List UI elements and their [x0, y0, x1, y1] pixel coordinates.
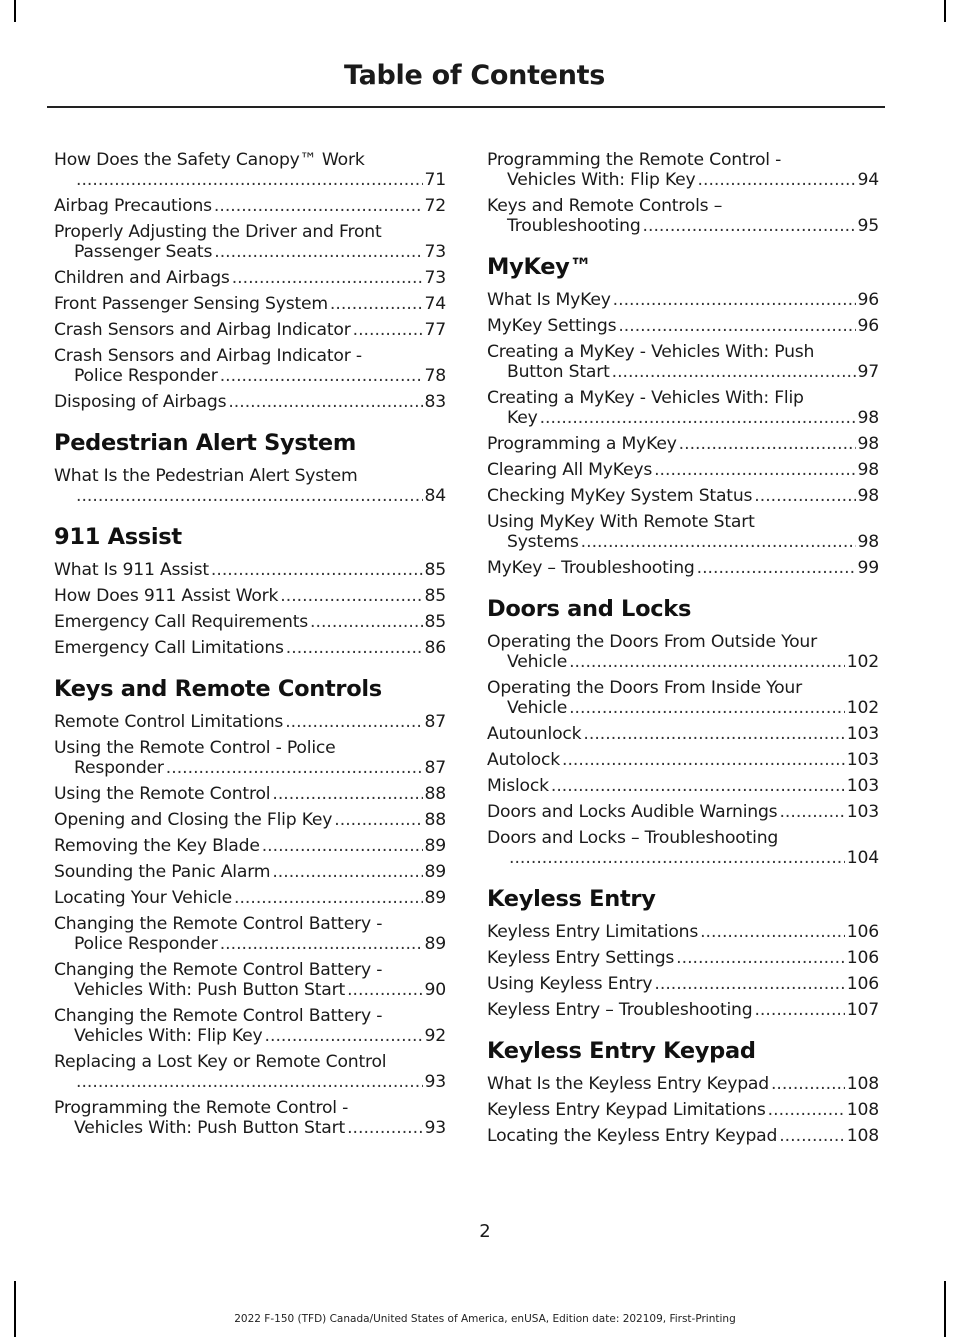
toc-entry-title: Emergency Call Requirements	[54, 612, 309, 632]
toc-page-number: 98	[857, 486, 879, 506]
toc-entry[interactable]	[54, 638, 446, 658]
dot-leader	[347, 1118, 422, 1138]
toc-entry-title: Changing the Remote Control Battery -	[54, 1006, 383, 1026]
dot-leader	[214, 242, 422, 262]
toc-entry[interactable]	[487, 196, 879, 236]
toc-entry[interactable]	[54, 294, 446, 314]
dot-leader	[310, 612, 422, 632]
toc-page-number: 103	[846, 776, 879, 796]
dot-leader	[211, 560, 423, 580]
toc-entry-title: MyKey – Troubleshooting	[487, 558, 695, 578]
toc-page-number: 107	[846, 1000, 879, 1020]
toc-entry[interactable]	[487, 750, 879, 770]
toc-entry-title: What Is MyKey	[487, 290, 611, 310]
dot-leader	[232, 268, 423, 288]
header-rule	[47, 106, 885, 108]
dot-leader	[569, 652, 845, 672]
toc-page-number: 78	[424, 366, 446, 386]
toc-page-number: 84	[424, 486, 446, 506]
toc-entry-title: Vehicle	[507, 652, 568, 672]
toc-entry[interactable]	[54, 466, 446, 506]
toc-entry[interactable]	[54, 712, 446, 732]
toc-entry-title: Locating the Keyless Entry Keypad	[487, 1126, 778, 1146]
toc-entry-title: Changing the Remote Control Battery -	[54, 914, 383, 934]
toc-page-number: 95	[857, 216, 879, 236]
toc-entry[interactable]	[487, 802, 879, 822]
dot-leader	[347, 980, 422, 1000]
toc-page-number: 83	[424, 392, 446, 412]
toc-entry[interactable]	[487, 290, 879, 310]
toc-entry-title: Keyless Entry Limitations	[487, 922, 699, 942]
toc-entry-title: Crash Sensors and Airbag Indicator	[54, 320, 351, 340]
dot-leader	[583, 724, 844, 744]
toc-entry[interactable]	[487, 460, 879, 480]
toc-page-number: 94	[857, 170, 879, 190]
dot-leader	[265, 1026, 423, 1046]
toc-entry-title: Properly Adjusting the Driver and Front	[54, 222, 382, 242]
dot-leader	[280, 586, 422, 606]
toc-entry[interactable]	[54, 586, 446, 606]
section-heading: Keyless Entry	[487, 886, 656, 912]
toc-entry[interactable]	[54, 784, 446, 804]
toc-page-number: 93	[424, 1072, 446, 1092]
toc-entry[interactable]	[487, 486, 879, 506]
toc-page-number: 73	[424, 242, 446, 262]
footer-edition-info: 2022 F-150 (TFD) Canada/United States of America, enUSA, Edition date: 202109, First-Printing	[234, 1313, 736, 1325]
toc-entry-title: Troubleshooting	[507, 216, 641, 236]
toc-entry[interactable]	[54, 560, 446, 580]
toc-entry-title: Vehicles With: Push Button Start	[74, 980, 346, 1000]
toc-entry[interactable]	[487, 512, 879, 552]
toc-page-number: 85	[424, 612, 446, 632]
toc-entry-title: Police Responder	[74, 366, 218, 386]
toc-page-number: 106	[846, 948, 879, 968]
toc-entry[interactable]	[487, 342, 879, 382]
dot-leader	[551, 776, 845, 796]
section-heading: Keyless Entry Keypad	[487, 1038, 756, 1064]
toc-page-number: 103	[846, 750, 879, 770]
toc-entry-title: Opening and Closing the Flip Key	[54, 810, 333, 830]
toc-page-number: 85	[424, 586, 446, 606]
toc-entry-title: Passenger Seats	[74, 242, 213, 262]
page-title: Table of Contents	[343, 60, 605, 91]
toc-page-number: 98	[857, 460, 879, 480]
dot-leader	[220, 366, 423, 386]
toc-entry[interactable]	[54, 1098, 446, 1138]
toc-entry[interactable]	[487, 974, 879, 994]
toc-right-column	[487, 150, 879, 1152]
toc-entry[interactable]	[487, 776, 879, 796]
toc-entry-title: Checking MyKey System Status	[487, 486, 753, 506]
dot-leader	[654, 974, 844, 994]
toc-entry[interactable]	[54, 268, 446, 288]
dot-leader	[581, 532, 856, 552]
toc-entry[interactable]	[54, 150, 446, 190]
toc-entry-title: Removing the Key Blade	[54, 836, 260, 856]
toc-page-number: 90	[424, 980, 446, 1000]
dot-leader	[698, 170, 856, 190]
dot-leader	[700, 922, 845, 942]
toc-page-number: 85	[424, 560, 446, 580]
toc-page-number: 88	[424, 810, 446, 830]
toc-entry[interactable]	[54, 914, 446, 954]
dot-leader	[234, 888, 423, 908]
toc-entry-title: MyKey Settings	[487, 316, 617, 336]
dot-leader	[771, 1074, 845, 1094]
toc-entry-title: Using MyKey With Remote Start	[487, 512, 755, 532]
dot-leader	[286, 638, 423, 658]
toc-entry-title: Operating the Doors From Inside Your	[487, 678, 802, 698]
toc-entry-title: Systems	[507, 532, 579, 552]
toc-entry[interactable]	[487, 1126, 879, 1146]
toc-page-number: 104	[846, 848, 879, 868]
toc-entry-title: Responder	[74, 758, 164, 778]
dot-leader	[754, 486, 855, 506]
dot-leader	[569, 698, 845, 718]
toc-entry-title: Airbag Precautions	[54, 196, 212, 216]
toc-entry[interactable]	[54, 196, 446, 216]
toc-entry-title: Using Keyless Entry	[487, 974, 653, 994]
toc-entry[interactable]	[487, 1100, 879, 1120]
dot-leader	[654, 460, 855, 480]
toc-entry-title: Remote Control Limitations	[54, 712, 284, 732]
toc-page-number: 102	[846, 652, 879, 672]
toc-entry[interactable]	[487, 1074, 879, 1094]
dot-leader	[220, 934, 423, 954]
toc-entry[interactable]	[54, 222, 446, 262]
toc-entry-title: What Is 911 Assist	[54, 560, 209, 580]
toc-entry-title: Changing the Remote Control Battery -	[54, 960, 383, 980]
toc-page-number: 98	[857, 408, 879, 428]
toc-page-number: 106	[846, 974, 879, 994]
toc-entry-title: Using the Remote Control - Police	[54, 738, 336, 758]
toc-entry-title: Keyless Entry – Troubleshooting	[487, 1000, 753, 1020]
toc-entry[interactable]	[54, 738, 446, 778]
toc-entry[interactable]	[54, 810, 446, 830]
toc-entry[interactable]	[487, 434, 879, 454]
toc-entry-title: Doors and Locks Audible Warnings	[487, 802, 778, 822]
toc-page-number: 92	[424, 1026, 446, 1046]
toc-entry[interactable]	[54, 612, 446, 632]
toc-page-number: 86	[424, 638, 446, 658]
toc-page-number: 96	[857, 290, 879, 310]
toc-entry-title: Disposing of Airbags	[54, 392, 227, 412]
dot-leader	[166, 758, 423, 778]
dot-leader	[272, 862, 422, 882]
toc-entry[interactable]	[487, 1000, 879, 1020]
toc-entry-title: Autounlock	[487, 724, 582, 744]
dot-leader	[643, 216, 856, 236]
dot-leader	[618, 316, 855, 336]
toc-entry-title: Programming a MyKey	[487, 434, 677, 454]
toc-page-number: 108	[846, 1100, 879, 1120]
toc-entry-title: Using the Remote Control	[54, 784, 271, 804]
toc-entry-title: Vehicles With: Flip Key	[507, 170, 696, 190]
toc-entry-title: Keyless Entry Keypad Limitations	[487, 1100, 766, 1120]
toc-entry-title: What Is the Pedestrian Alert System	[54, 466, 358, 486]
toc-entry[interactable]	[54, 862, 446, 882]
toc-entry-title: Front Passenger Sensing System	[54, 294, 328, 314]
toc-entry-title: Children and Airbags	[54, 268, 230, 288]
toc-entry-title: Button Start	[507, 362, 610, 382]
dot-leader	[76, 486, 423, 506]
toc-entry[interactable]	[487, 388, 879, 428]
dot-leader	[779, 802, 844, 822]
dot-leader	[272, 784, 422, 804]
dot-leader	[754, 1000, 844, 1020]
toc-entry[interactable]	[487, 922, 879, 942]
toc-entry[interactable]	[54, 346, 446, 386]
crop-mark-top-left	[14, 0, 16, 22]
toc-entry-title: How Does the Safety Canopy™ Work	[54, 150, 365, 170]
dot-leader	[697, 558, 856, 578]
section-heading: MyKey™	[487, 254, 592, 280]
crop-mark-bottom-left	[14, 1281, 16, 1337]
toc-entry[interactable]	[54, 320, 446, 340]
page-number: 2	[479, 1221, 491, 1242]
toc-page-number: 97	[857, 362, 879, 382]
toc-page-number: 74	[424, 294, 446, 314]
toc-entry[interactable]	[487, 724, 879, 744]
section-heading: Keys and Remote Controls	[54, 676, 382, 702]
toc-entry-title: Autolock	[487, 750, 560, 770]
toc-page-number: 77	[424, 320, 446, 340]
toc-entry-title: Replacing a Lost Key or Remote Control	[54, 1052, 387, 1072]
dot-leader	[214, 196, 423, 216]
toc-entry[interactable]	[487, 316, 879, 336]
section-heading: Pedestrian Alert System	[54, 430, 357, 456]
toc-page-number: 89	[424, 934, 446, 954]
toc-entry-title: Doors and Locks – Troubleshooting	[487, 828, 779, 848]
toc-entry-title: Keyless Entry Settings	[487, 948, 675, 968]
section-heading: 911 Assist	[54, 524, 182, 550]
dot-leader	[613, 290, 856, 310]
dot-leader	[612, 362, 856, 382]
toc-entry-title: Locating Your Vehicle	[54, 888, 232, 908]
dot-leader	[330, 294, 423, 314]
toc-page-number: 108	[846, 1126, 879, 1146]
toc-entry[interactable]	[487, 948, 879, 968]
toc-entry-title: Vehicle	[507, 698, 568, 718]
toc-entry-title: Creating a MyKey - Vehicles With: Flip	[487, 388, 804, 408]
dot-leader	[768, 1100, 845, 1120]
toc-entry[interactable]	[487, 678, 879, 718]
toc-entry-title: Emergency Call Limitations	[54, 638, 284, 658]
toc-page-number: 99	[857, 558, 879, 578]
toc-entry-title: Programming the Remote Control -	[54, 1098, 349, 1118]
toc-entry-title: Sounding the Panic Alarm	[54, 862, 271, 882]
toc-page-number: 96	[857, 316, 879, 336]
toc-page-number: 73	[424, 268, 446, 288]
toc-entry-title: Key	[507, 408, 538, 428]
toc-entry-title: Vehicles With: Flip Key	[74, 1026, 263, 1046]
toc-page-number: 89	[424, 862, 446, 882]
toc-entry-title: How Does 911 Assist Work	[54, 586, 279, 606]
dot-leader	[76, 1072, 423, 1092]
section-heading: Doors and Locks	[487, 596, 692, 622]
toc-entry[interactable]	[487, 632, 879, 672]
dot-leader	[334, 810, 422, 830]
toc-entry-title: Vehicles With: Push Button Start	[74, 1118, 346, 1138]
toc-page-number: 87	[424, 712, 446, 732]
toc-page-number: 89	[424, 888, 446, 908]
toc-entry[interactable]	[54, 392, 446, 412]
dot-leader	[509, 848, 845, 868]
crop-mark-bottom-right	[944, 1281, 946, 1337]
toc-page-number: 72	[424, 196, 446, 216]
toc-entry[interactable]	[54, 888, 446, 908]
toc-page-number: 103	[846, 802, 879, 822]
toc-entry-title: Crash Sensors and Airbag Indicator -	[54, 346, 362, 366]
toc-page-number: 89	[424, 836, 446, 856]
toc-entry[interactable]	[54, 960, 446, 1000]
toc-page-number: 87	[424, 758, 446, 778]
toc-page-number: 71	[424, 170, 446, 190]
dot-leader	[228, 392, 422, 412]
dot-leader	[562, 750, 845, 770]
crop-mark-top-right	[944, 0, 946, 22]
toc-entry[interactable]	[487, 150, 879, 190]
dot-leader	[262, 836, 423, 856]
toc-page-number: 93	[424, 1118, 446, 1138]
dot-leader	[285, 712, 422, 732]
toc-entry[interactable]	[487, 828, 879, 868]
dot-leader	[353, 320, 423, 340]
toc-entry[interactable]	[54, 836, 446, 856]
toc-entry-title: Programming the Remote Control -	[487, 150, 782, 170]
toc-entry[interactable]	[487, 558, 879, 578]
toc-page-number: 108	[846, 1074, 879, 1094]
toc-entry[interactable]	[54, 1052, 446, 1092]
toc-page-number: 88	[424, 784, 446, 804]
toc-entry-title: Mislock	[487, 776, 549, 796]
toc-entry-title: Operating the Doors From Outside Your	[487, 632, 817, 652]
toc-page-number: 98	[857, 434, 879, 454]
toc-entry-title: Clearing All MyKeys	[487, 460, 653, 480]
dot-leader	[779, 1126, 845, 1146]
dot-leader	[676, 948, 845, 968]
dot-leader	[679, 434, 856, 454]
toc-page-number: 98	[857, 532, 879, 552]
toc-entry-title: What Is the Keyless Entry Keypad	[487, 1074, 769, 1094]
toc-page-number: 106	[846, 922, 879, 942]
dot-leader	[540, 408, 856, 428]
toc-entry[interactable]	[54, 1006, 446, 1046]
toc-entry-title: Keys and Remote Controls –	[487, 196, 723, 216]
toc-left-column	[54, 150, 446, 1144]
toc-entry-title: Police Responder	[74, 934, 218, 954]
toc-page-number: 103	[846, 724, 879, 744]
dot-leader	[76, 170, 423, 190]
page-header	[0, 60, 960, 91]
toc-page-number: 102	[846, 698, 879, 718]
toc-entry-title: Creating a MyKey - Vehicles With: Push	[487, 342, 815, 362]
